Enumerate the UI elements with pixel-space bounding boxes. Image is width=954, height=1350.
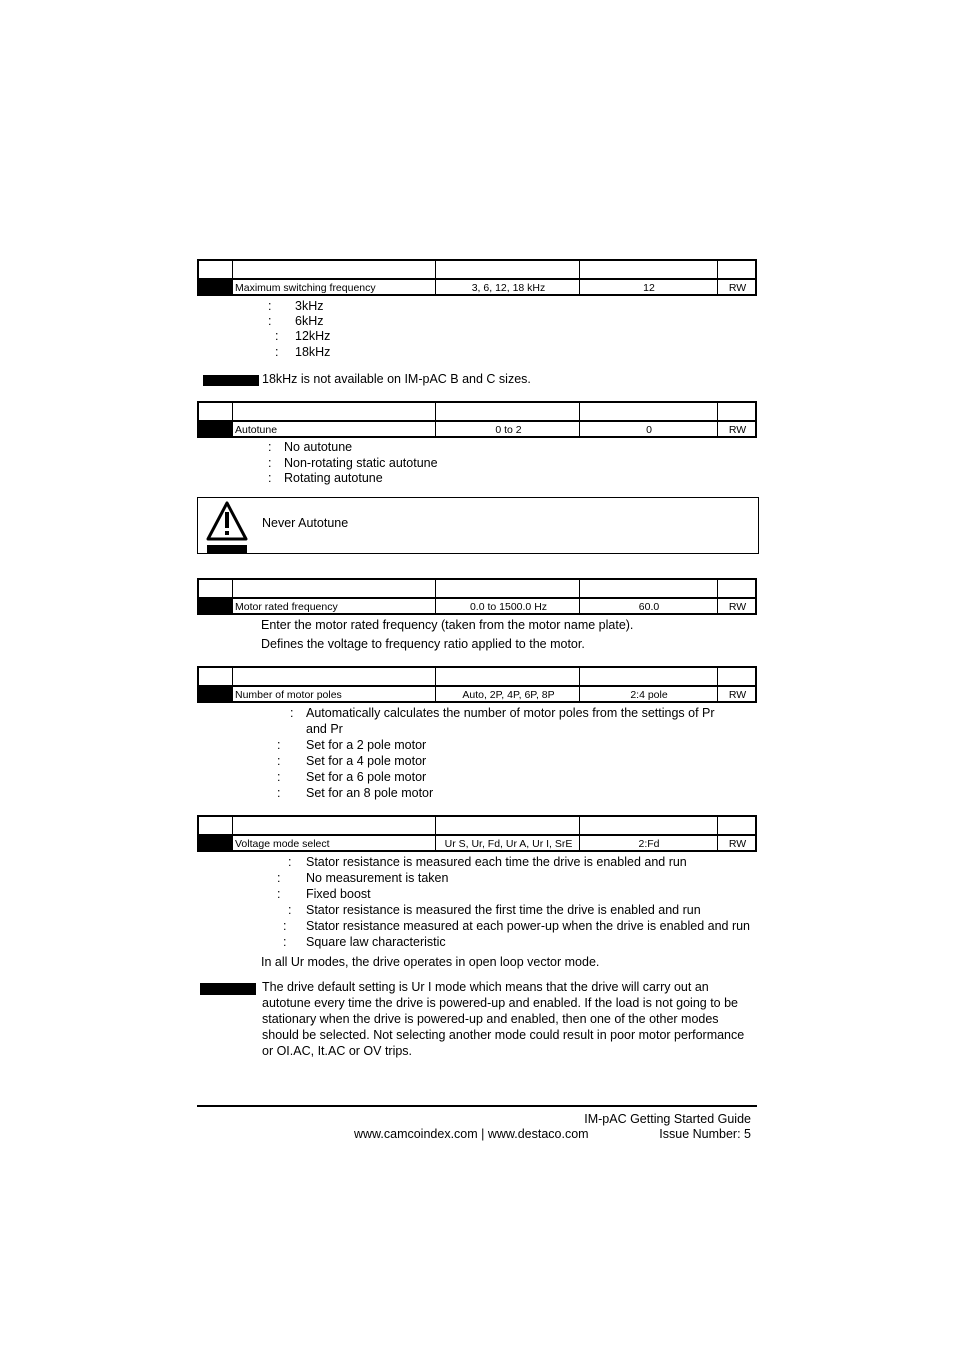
option-text: 12kHz [295,329,331,343]
note-text: autotune every time the drive is powered-up and enabled. If the load is not going to be [262,996,739,1010]
param-table-motor-poles [197,666,757,703]
param-type: RW [728,689,747,701]
param-type: RW [728,424,747,436]
param-table-voltage-mode [197,815,757,852]
param-table-data-row [199,280,755,296]
param-table-data-row [199,422,755,438]
param-type: RW [728,282,747,294]
param-name: Number of motor poles [235,689,342,701]
param-table-data-row [199,687,755,703]
param-table-autotune [197,401,757,438]
param-name: Motor rated frequency [235,601,338,613]
option-text: Automatically calculates the number of motor poles from the settings of Pr [306,706,715,720]
note-text: The drive default setting is Ur I mode which means that the drive will carry out an [262,980,709,994]
footer-issue-number: Issue Number: 5 [659,1127,751,1141]
param-range: 0 to 2 [495,424,522,436]
warning-text: Never Autotune [262,516,349,530]
param-range: 3, 6, 12, 18 kHz [471,282,546,294]
param-type: RW [728,838,747,850]
param-default: 2:4 pole [630,689,668,701]
option-text: Rotating autotune [284,471,383,485]
param-default: 12 [643,282,655,294]
option-text: Set for a 4 pole motor [306,754,427,768]
option-text: No measurement is taken [306,871,449,885]
option-text: Square law characteristic [306,935,446,949]
option-text: and Pr [306,722,343,736]
option-text: Set for a 2 pole motor [306,738,427,752]
note-text: stationary when the drive is powered-up and enabled, then one of the other modes [262,1012,719,1026]
note-text: or OI.AC, It.AC or OV trips. [262,1044,413,1058]
param-default: 60.0 [638,601,660,613]
param-range: Ur S, Ur, Fd, Ur A, Ur I, SrE [444,838,573,850]
option-text: 18kHz [295,345,331,359]
option-text: Stator resistance is measured the first time the drive is enabled and run [306,903,701,917]
param-table-data-row [199,599,755,615]
mode-note-text: In all Ur modes, the drive operates in open loop vector mode. [261,955,600,969]
warning-box [197,497,759,554]
param-table-switching-frequency [197,259,757,296]
footer-rule [197,1105,757,1107]
note-marker [200,983,256,995]
param-table-header-row [199,403,755,422]
option-text: Set for a 6 pole motor [306,770,427,784]
param-table-header-row [199,261,755,280]
param-table-header-row [199,817,755,836]
param-range: Auto, 2P, 4P, 6P, 8P [462,689,555,701]
warning-triangle-icon [205,500,249,554]
param-default: 0 [646,424,652,436]
param-table-data-row [199,836,755,852]
param-range: 0.0 to 1500.0 Hz [469,601,548,613]
option-text: Set for an 8 pole motor [306,786,434,800]
param-name: Autotune [235,424,278,436]
param-type: RW [728,601,747,613]
description-text: Enter the motor rated frequency (taken from the motor name plate). [261,618,634,632]
note-text: should be selected. Not selecting another mode could result in poor motor performance [262,1028,745,1042]
param-table-header-row [199,580,755,599]
option-text: 3kHz [295,299,324,313]
option-text: Non-rotating static autotune [284,456,438,470]
option-text: Fixed boost [306,887,371,901]
note-marker [203,375,259,386]
param-table-motor-rated-frequency [197,578,757,615]
param-table-header-row [199,668,755,687]
note-text: 18kHz is not available on IM-pAC B and C sizes. [262,372,531,386]
description-text: Defines the voltage to frequency ratio applied to the motor. [261,637,585,651]
option-text: Stator resistance is measured each time the drive is enabled and run [306,855,687,869]
footer-guide-title: IM-pAC Getting Started Guide [584,1112,751,1126]
option-text: No autotune [284,440,353,454]
param-name: Maximum switching frequency [235,282,376,294]
param-name: Voltage mode select [235,838,330,850]
param-default: 2:Fd [638,838,660,850]
option-text: Stator resistance measured at each power-up when the drive is enabled and run [306,919,751,933]
footer-websites[interactable]: www.camcoindex.com | www.destaco.com [354,1127,589,1141]
option-text: 6kHz [295,314,324,328]
